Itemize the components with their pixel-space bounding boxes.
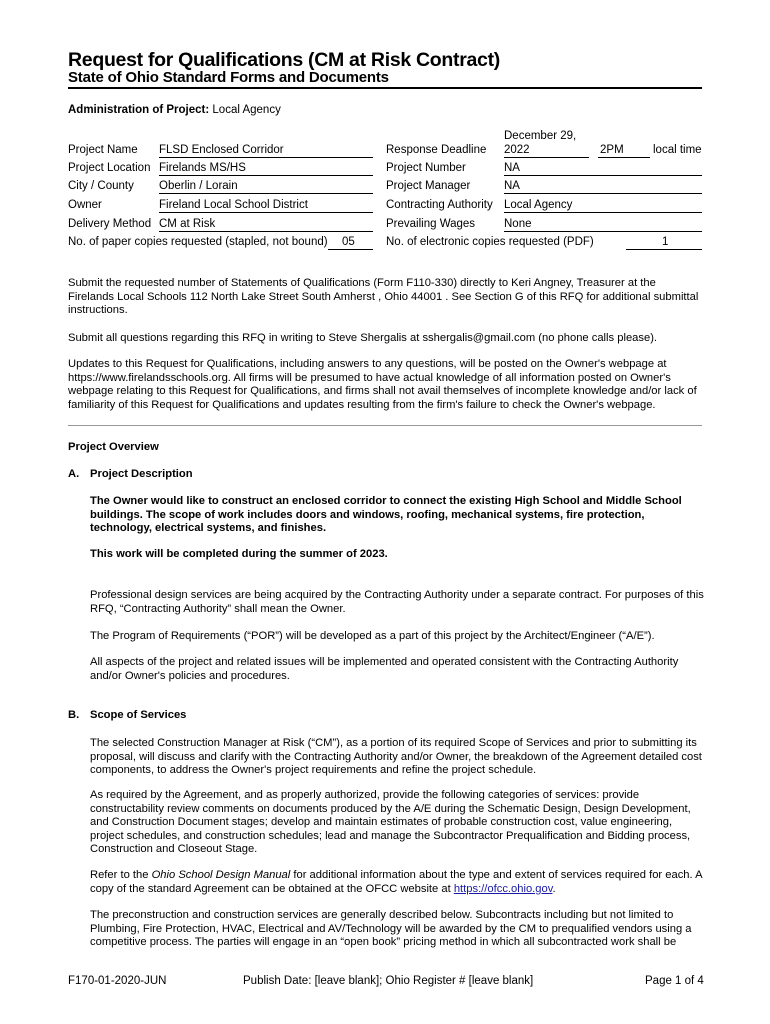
- design-manual-paragraph: [90, 869, 704, 896]
- project-number-field: [504, 161, 702, 176]
- page-title: Request for Qualifications (CM at Risk Contract): [68, 49, 500, 71]
- project-manager-field: [504, 179, 702, 194]
- prevailing-wages-value: None: [504, 218, 532, 230]
- delivery-method-label: Delivery Method: [68, 218, 152, 230]
- page-subtitle: State of Ohio Standard Forms and Documents: [68, 69, 389, 86]
- section-b-letter: B.: [68, 709, 80, 721]
- ofcc-link[interactable]: https://ofcc.ohio.gov: [453, 882, 553, 895]
- city-county-value: Oberlin / Lorain: [159, 180, 238, 192]
- owner-value: Fireland Local School District: [159, 199, 308, 211]
- section-divider: [68, 425, 702, 426]
- completion-timeline: This work will be completed during the summer of 2023.: [90, 548, 388, 560]
- project-overview-heading: Project Overview: [68, 441, 159, 453]
- prevailing-wages-field: [504, 217, 702, 232]
- section-a-letter: A.: [68, 468, 80, 480]
- section-a-title: Project Description: [90, 468, 193, 480]
- project-description-summary: The Owner would like to construct an enclosed corridor to connect the existing High School and Middle School buildings. The scope of work includes doors and windows, roofing, mechanical systems, fire protection, technology, electrical systems, and finishes.: [90, 495, 682, 535]
- project-name-value: FLSD Enclosed Corridor: [159, 144, 284, 156]
- contracting-authority-value: Local Agency: [504, 199, 573, 211]
- policies-paragraph: All aspects of the project and related issues will be implemented and operated consistent with the Contracting Authority and/or Owner's policies and procedures.: [90, 656, 679, 682]
- response-time-value: 2PM: [600, 144, 624, 156]
- submit-instructions: Submit the requested number of Statements of Qualifications (Form F110-330) directly to Keri Angney, Treasurer at the Firelands Local Schools 112 North Lake Street South Amherst , Ohio 44001 . See Section G of this RFQ for additional submittal instructions.: [68, 277, 699, 317]
- project-name-label: Project Name: [68, 144, 138, 156]
- project-manager-value: NA: [504, 180, 520, 192]
- admin-value: Local Agency: [212, 104, 281, 116]
- por-paragraph: The Program of Requirements (“POR”) will be developed as a part of this project by the Architect/Engineer (“A/E”).: [90, 630, 655, 642]
- publish-info: Publish Date: [leave blank]; Ohio Register # [leave blank]: [243, 975, 534, 987]
- response-deadline-label: Response Deadline: [386, 144, 487, 156]
- response-deadline-date: December 29,: [504, 130, 577, 142]
- section-b-title: Scope of Services: [90, 709, 187, 721]
- administration-line: [68, 104, 281, 116]
- design-manual-title: Ohio School Design Manual: [151, 869, 291, 881]
- project-number-value: NA: [504, 162, 520, 174]
- questions-instructions: Submit all questions regarding this RFQ in writing to Steve Shergalis at sshergalis@gmail.com (no phone calls please).: [68, 332, 658, 344]
- design-services-paragraph: Professional design services are being acquired by the Contracting Authority under a separate contract. For purposes of this RFQ, “Contracting Authority” shall mean the Owner.: [90, 589, 704, 615]
- preconstruction-paragraph: The preconstruction and construction services are generally described below. Subcontracts including but not limited to Plumbing, Fire Protection, HVAC, Electrical and AV/Technology will be awarded by the CM to prequalified vendors using a competitive process. The parties will engage in an “open book” pricing method in which all subcontracted work shall be: [90, 909, 692, 949]
- prevailing-wages-label: Prevailing Wages: [386, 218, 476, 230]
- owner-label: Owner: [68, 199, 102, 211]
- updates-notice: Updates to this Request for Qualifications, including answers to any questions, will be posted on the Owner's webpage at https://www.firelandsschools.org. All firms will be presumed to have actual knowledge of all information posted on Owner's webpage relating to this Request for Qualifications, and firms shall not avail themselves of incomplete knowledge and/or lack of familiarity of this Request for Qualifications and updates resulting from the firm's failure to check the Owner's webpage.: [68, 358, 697, 411]
- admin-label: Administration of Project:: [68, 104, 210, 116]
- header-divider: [68, 87, 702, 89]
- local-time-label: local time: [653, 144, 702, 156]
- form-code: F170-01-2020-JUN: [68, 975, 167, 987]
- project-location-label: Project Location: [68, 162, 151, 174]
- project-manager-label: Project Manager: [386, 180, 471, 192]
- city-county-label: City / County: [68, 180, 134, 192]
- page-number: Page 1 of 4: [645, 975, 704, 987]
- manual-text-pre: Refer to the: [90, 869, 152, 881]
- electronic-copies-value: 1: [662, 236, 669, 248]
- project-number-label: Project Number: [386, 162, 466, 174]
- project-location-value: Firelands MS/HS: [159, 162, 246, 174]
- paper-copies-value: 05: [342, 236, 355, 248]
- manual-text-mid: for additional information about the type and extent of services required for each. A copy of the standard Agreement can be obtained at the OFCC website at: [90, 869, 702, 895]
- delivery-method-value: CM at Risk: [159, 218, 216, 230]
- response-deadline-year: 2022: [504, 144, 530, 156]
- manual-text-end: .: [552, 882, 556, 895]
- electronic-copies-label: No. of electronic copies requested (PDF): [386, 236, 594, 248]
- contracting-authority-label: Contracting Authority: [386, 199, 493, 211]
- paper-copies-label: No. of paper copies requested (stapled, not bound): [68, 236, 328, 248]
- services-categories-paragraph: As required by the Agreement, and as properly authorized, provide the following categories of services: provide constructability review comments on documents produced by the A/E during the Schematic Design, Design Development, and Construction Document stages; develop and maintain estimates of probable construction cost, value engineering, project schedules, and construction schedules; lead and manage the Subcontractor Prequalification and Bidding process, Construction and Closeout Stage.: [90, 789, 691, 856]
- cm-scope-paragraph: The selected Construction Manager at Risk (“CM”), as a portion of its required Scope of Services and prior to submitting its proposal, will discuss and clarify with the Contracting Authority and/or Owner, the breakdown of the Agreement detailed cost components, to address the Owner's project requirements and refine the project schedule.: [90, 737, 702, 777]
